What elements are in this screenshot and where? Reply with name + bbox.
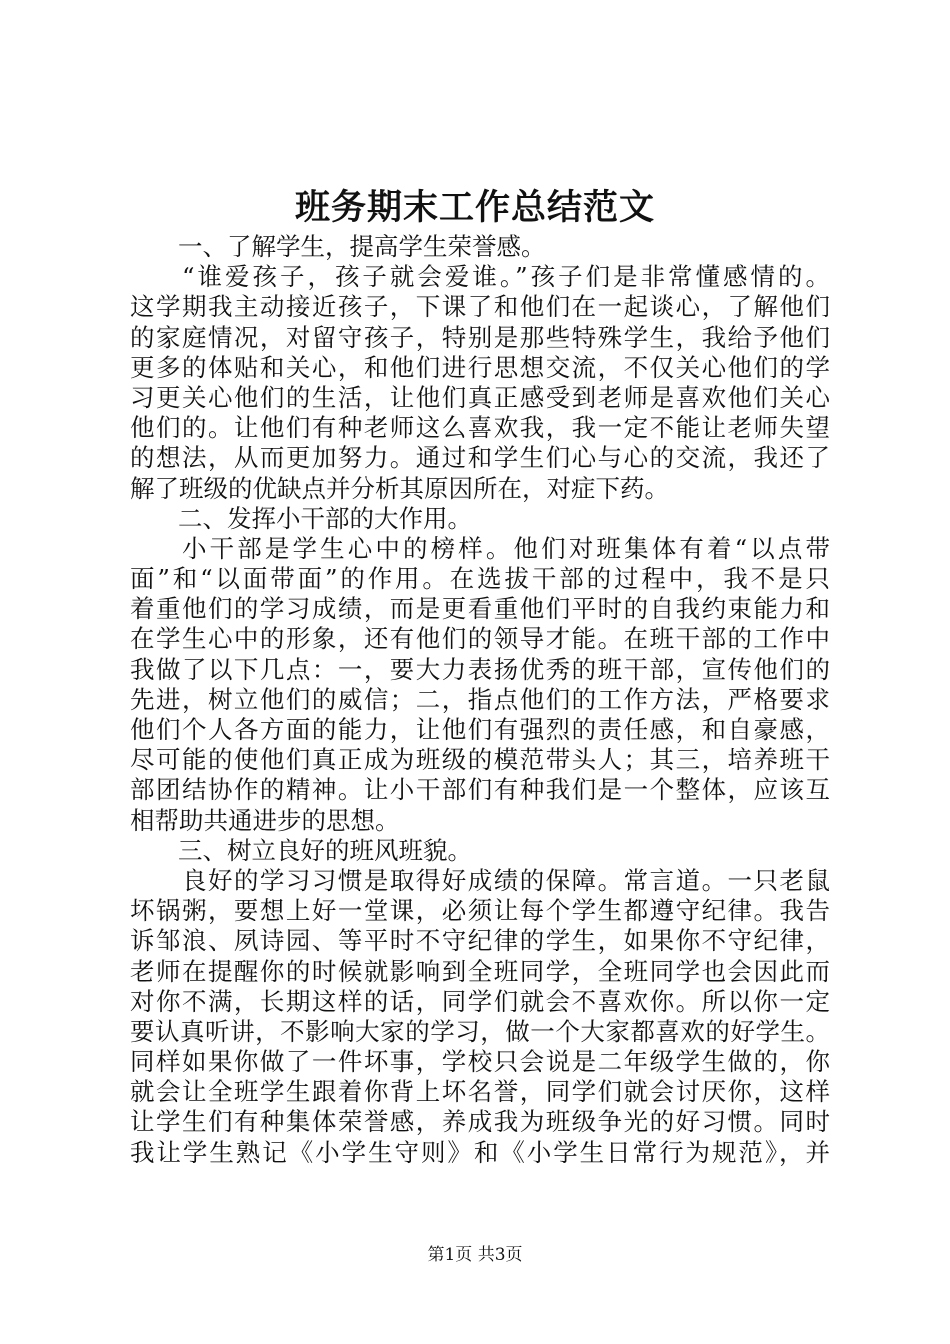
paragraph-line: 小干部是学生心中的榜样。他们对班集体有着“以点带 — [182, 533, 830, 563]
paragraph-line: 让学生们有种集体荣誉感，养成我为班级争光的好习惯。同时 — [130, 1107, 830, 1137]
paragraph-line: 相帮助共通进步的思想。 — [130, 805, 400, 835]
section-heading-3: 三、树立良好的班风班貌。 — [178, 835, 472, 865]
paragraph-line: 老师在提醒你的时候就影响到全班同学，全班同学也会因此而 — [130, 956, 830, 986]
document-body — [130, 232, 830, 1168]
paragraph-line: 的家庭情况，对留守孩子，特别是那些特殊学生，我给予他们 — [130, 322, 830, 352]
paragraph-line: 坏锅粥，要想上好一堂课，必须让每个学生都遵守纪律。我告 — [130, 896, 830, 926]
paragraph-line: 他们的。让他们有种老师这么喜欢我，我一定不能让老师失望 — [130, 413, 830, 443]
section-heading-2: 二、发挥小干部的大作用。 — [178, 503, 472, 533]
paragraph-line: 这学期我主动接近孩子，下课了和他们在一起谈心，了解他们 — [130, 292, 830, 322]
paragraph-line: 我让学生熟记《小学生守则》和《小学生日常行为规范》，并 — [130, 1137, 830, 1167]
paragraph-line: 对你不满，长期这样的话，同学们就会不喜欢你。所以你一定 — [130, 986, 830, 1016]
paragraph-line: 我做了以下几点：一，要大力表扬优秀的班干部，宣传他们的 — [130, 654, 830, 684]
paragraph-line: 的想法，从而更加努力。通过和学生们心与心的交流，我还了 — [130, 443, 830, 473]
paragraph-line: 在学生心中的形象，还有他们的领导才能。在班干部的工作中 — [130, 624, 830, 654]
section-heading-1: 一、了解学生，提高学生荣誉感。 — [178, 232, 546, 261]
paragraph-line: 面”和“以面带面”的作用。在选拔干部的过程中，我不是只 — [130, 564, 830, 594]
page-footer: 第1页 共3页 — [427, 1245, 523, 1265]
paragraph-line: 良好的学习习惯是取得好成绩的保障。常言道。一只老鼠 — [182, 865, 830, 895]
paragraph-line: 同样如果你做了一件坏事，学校只会说是二年级学生做的，你 — [130, 1047, 830, 1077]
paragraph-line: 着重他们的学习成绩，而是更看重他们平时的自我约束能力和 — [130, 594, 830, 624]
paragraph-line: 他们个人各方面的能力，让他们有强烈的责任感，和自豪感， — [130, 715, 830, 744]
paragraph-line: 先进，树立他们的威信；二，指点他们的工作方法，严格要求 — [130, 684, 830, 714]
paragraph-line: 解了班级的优缺点并分析其原因所在，对症下药。 — [130, 473, 669, 503]
paragraph-line: 就会让全班学生跟着你背上坏名誉，同学们就会讨厌你，这样 — [130, 1077, 830, 1107]
paragraph-line: 部团结协作的精神。让小干部们有种我们是一个整体，应该互 — [130, 775, 830, 805]
paragraph-line: 尽可能的使他们真正成为班级的模范带头人；其三，培养班干 — [130, 745, 830, 775]
paragraph-line: 更多的体贴和关心，和他们进行思想交流，不仅关心他们的学 — [130, 352, 830, 382]
document-title: 班务期末工作总结范文 — [294, 187, 655, 228]
paragraph-line: “谁爱孩子，孩子就会爱谁。”孩子们是非常懂感情的。 — [182, 262, 830, 292]
paragraph-line: 要认真听讲，不影响大家的学习，做一个大家都喜欢的好学生。 — [130, 1016, 830, 1046]
paragraph-line: 诉邹浪、夙诗园、等平时不守纪律的学生，如果你不守纪律， — [130, 926, 830, 956]
paragraph-line: 习更关心他们的生活，让他们真正感受到老师是喜欢他们关心 — [130, 382, 830, 412]
